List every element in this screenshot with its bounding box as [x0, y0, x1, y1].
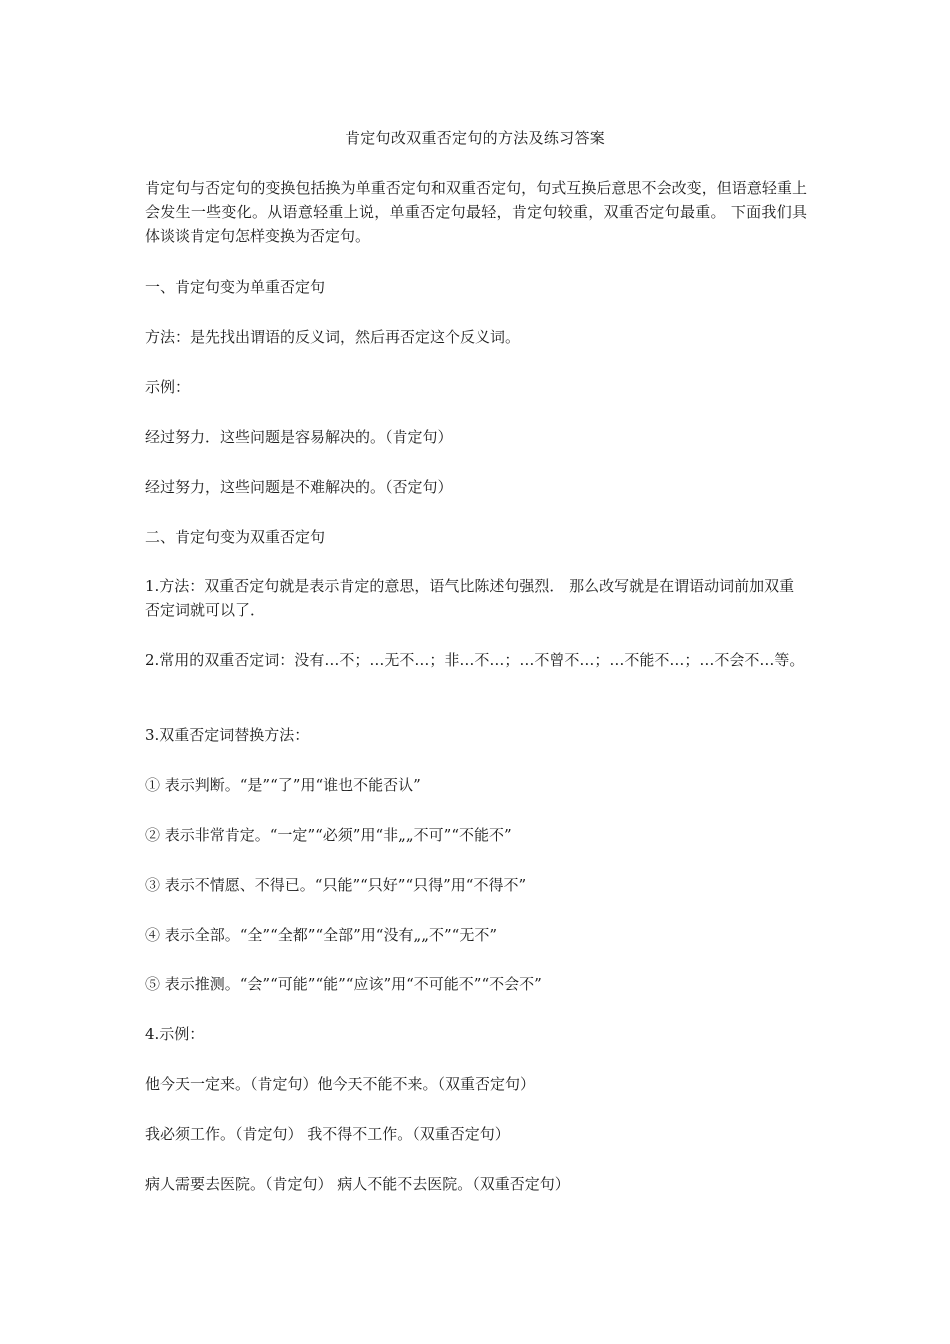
section1-method: 方法：是先找出谓语的反义词，然后再否定这个反义词。: [145, 328, 521, 346]
rule-item: ③ 表示不情愿、不得已。“只能”“只好”“只得”用“不得不”: [145, 876, 527, 894]
section1-heading: 一、肯定句变为单重否定句: [145, 278, 326, 296]
rule-item: ② 表示非常肯定。“一定”“必须”用“非„„不可”“不能不”: [145, 826, 512, 844]
intro-paragraph: 肯定句与否定句的变换包括换为单重否定句和双重否定句，句式互换后意思不会改变，但语意轻重上会发生一些变化。从语意轻重上说，单重否定句最轻，肯定句较重，双重否定句最重。 下面我们具体谈谈肯定句怎样变换为否定句。: [145, 179, 807, 245]
example-line: 他今天一定来。（肯定句）他今天不能不来。（双重否定句）: [145, 1075, 536, 1093]
document-title: 肯定句改双重否定句的方法及练习答案: [344, 129, 606, 147]
rule-item: ④ 表示全部。“全”“全都”“全部”用“没有„„不”“无不”: [145, 926, 497, 944]
section2-point4: 4.示例：: [145, 1025, 205, 1043]
section2-point1: 1.方法：双重否定句就是表示肯定的意思，语气比陈述句强烈． 那么改写就是在谓语动词前加双重否定词就可以了．: [145, 577, 795, 619]
rule-item: ① 表示判断。“是”“了”用“谁也不能否认”: [145, 776, 421, 794]
section2-heading: 二、肯定句变为双重否定句: [145, 528, 326, 546]
rule-item: ⑤ 表示推测。“会”“可能”“能”“应该”用“不可能不”“不会不”: [145, 975, 542, 993]
example-line: 我必须工作。（肯定句） 我不得不工作。（双重否定句）: [145, 1125, 510, 1143]
section1-example-label: 示例：: [145, 378, 191, 396]
section1-example-negative: 经过努力，这些问题是不难解决的。（否定句）: [145, 478, 453, 496]
section1-example-affirmative: 经过努力．这些问题是容易解决的。（肯定句）: [145, 428, 453, 446]
section2-point2: 2.常用的双重否定词：没有…不；…无不…；非…不…；…不曾不…；…不能不…；…不会不…等。: [145, 651, 805, 669]
example-line: 病人需要去医院。（肯定句） 病人不能不去医院。（双重否定句）: [145, 1175, 570, 1193]
section2-point3: 3.双重否定词替换方法：: [145, 726, 310, 744]
